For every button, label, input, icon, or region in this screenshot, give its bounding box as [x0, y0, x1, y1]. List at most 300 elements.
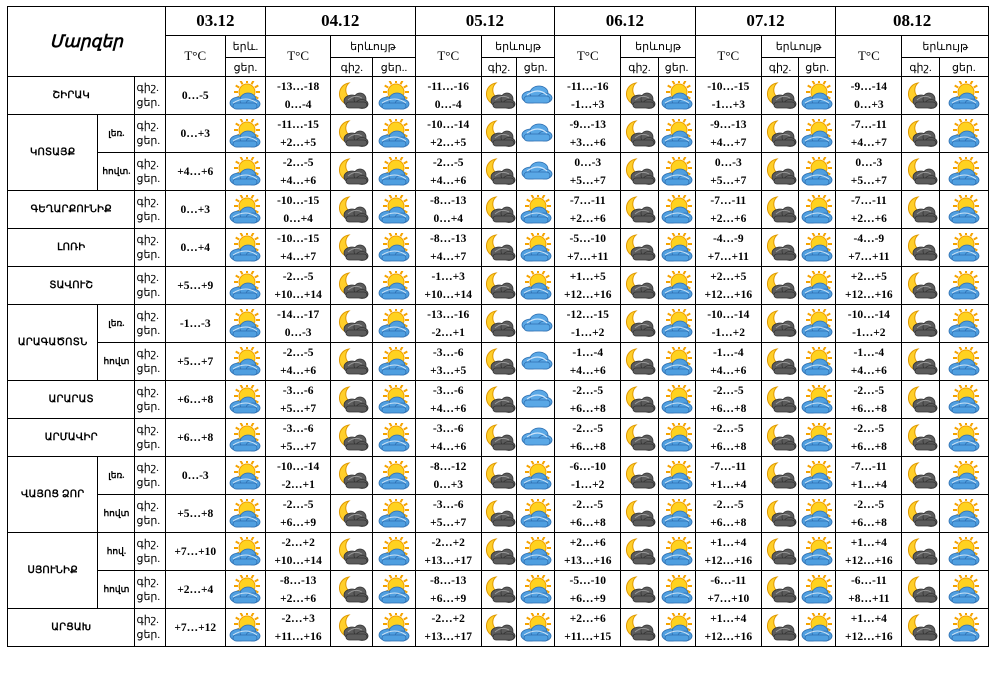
sun-cloud-icon: [516, 267, 554, 305]
day-temp: +5…+7: [850, 174, 887, 187]
temperature-cell: [415, 457, 481, 495]
moon-cloud-icon: [481, 115, 516, 153]
sun-cloud-icon: [799, 571, 836, 609]
temperature-cell: 0…-3: [165, 457, 225, 495]
day-temp: +10…+14: [274, 554, 322, 567]
night-temp: -6…-11: [710, 574, 747, 587]
moon-cloud-icon: [481, 495, 516, 533]
sun-cloud-icon: [939, 343, 988, 381]
sun-cloud-icon: [658, 343, 695, 381]
moon-cloud-icon: [761, 533, 798, 571]
night-temp: -2…-5: [282, 346, 314, 359]
cloud-icon: [516, 305, 554, 343]
sun-cloud-icon: [373, 609, 415, 647]
night-temp: -6…-10: [569, 460, 606, 473]
subregion-label: լեռ.: [98, 115, 135, 153]
temperature-cell: [836, 571, 902, 609]
sun-cloud-icon: [799, 191, 836, 229]
moon-cloud-icon: [481, 229, 516, 267]
moon-cloud-icon: [331, 153, 373, 191]
temperature-cell: [695, 267, 761, 305]
night-temp: -11…-15: [277, 118, 319, 131]
day-temp: 0…+4: [433, 212, 463, 225]
temperature-cell: [695, 571, 761, 609]
day-temp: +12…+16: [845, 630, 893, 643]
day-subheader: ցեր..: [373, 58, 415, 77]
temperature-cell: [415, 381, 481, 419]
sun-cloud-icon: [939, 153, 988, 191]
temperature-cell: [695, 77, 761, 115]
sun-cloud-icon: [799, 77, 836, 115]
table-row: [8, 343, 989, 381]
night-temp: -11…-16: [566, 80, 609, 93]
time-of-day-label: գիշ. ցեր.: [135, 115, 165, 153]
table-row: [8, 77, 989, 115]
day-temp: +8…+11: [848, 592, 890, 605]
moon-cloud-icon: [331, 305, 373, 343]
day-temp: -1…+3: [711, 98, 745, 111]
cloud-icon: [516, 343, 554, 381]
temperature-cell: [836, 609, 902, 647]
moon-cloud-icon: [481, 343, 516, 381]
sun-cloud-icon: [225, 229, 265, 267]
sun-cloud-icon: [658, 457, 695, 495]
day-temp: +6…+8: [710, 516, 747, 529]
region-name: ԱՐՄԱՎԻՐ: [8, 419, 135, 457]
sun-cloud-icon: [939, 305, 988, 343]
sun-cloud-icon: [799, 153, 836, 191]
region-name: ՍՅՈՒՆԻՔ: [8, 533, 98, 609]
region-name: ԱՐԱԳԱԾՈՏՆ: [8, 305, 98, 381]
temperature-cell: 0…+3: [165, 115, 225, 153]
table-row: [8, 267, 989, 305]
day-temp: 0…+3: [854, 98, 884, 111]
night-temp: -10…-14: [277, 460, 320, 473]
sun-cloud-icon: [225, 305, 265, 343]
moon-cloud-icon: [481, 267, 516, 305]
region-name: ԳԵՂԱՐՔՈՒՆԻՔ: [8, 191, 135, 229]
day-temp: +2…+6: [850, 212, 887, 225]
date-header: 04.12: [266, 7, 416, 36]
night-temp: -9…-13: [710, 118, 747, 131]
sun-cloud-icon: [225, 343, 265, 381]
sun-cloud-icon: [373, 533, 415, 571]
date-header: 06.12: [555, 7, 696, 36]
temperature-cell: [555, 533, 621, 571]
temperature-cell: [836, 305, 902, 343]
night-temp: -10…-14: [847, 308, 890, 321]
cloud-icon: [516, 115, 554, 153]
temperature-cell: [695, 115, 761, 153]
time-of-day-label: գիշ. ցեր.: [135, 153, 165, 191]
day-temp: +13…+16: [563, 554, 612, 567]
day-temp: +11…+16: [274, 630, 322, 643]
temperature-cell: [836, 419, 902, 457]
night-temp: +2…+6: [569, 612, 606, 625]
night-temp: -2…-5: [712, 498, 744, 511]
table-row: [8, 153, 989, 191]
moon-cloud-icon: [761, 191, 798, 229]
weather-header: երևույթ: [621, 36, 695, 58]
subregion-label: լեռ.: [98, 457, 135, 495]
temperature-cell: [415, 533, 481, 571]
night-temp: -2…-5: [432, 156, 464, 169]
date-header: 08.12: [836, 7, 989, 36]
temperature-cell: [266, 153, 331, 191]
sun-cloud-icon: [799, 457, 836, 495]
temperature-cell: [266, 495, 331, 533]
time-of-day-label: գիշ. ցեր.: [135, 343, 165, 381]
sun-cloud-icon: [373, 267, 415, 305]
temperature-cell: +7…+10: [165, 533, 225, 571]
night-temp: -8…-13: [430, 232, 467, 245]
sun-cloud-icon: [225, 77, 265, 115]
temperature-cell: [415, 495, 481, 533]
time-of-day-label: գիշ. ցեր.: [135, 457, 165, 495]
sun-cloud-icon: [799, 305, 836, 343]
moon-cloud-icon: [331, 191, 373, 229]
sun-cloud-icon: [799, 609, 836, 647]
day-temp: +7…+11: [848, 250, 890, 263]
night-temp: -7…-11: [850, 118, 887, 131]
night-temp: -8…-13: [279, 574, 317, 587]
moon-cloud-icon: [621, 381, 658, 419]
night-temp: -8…-12: [430, 460, 467, 473]
temperature-cell: [266, 191, 331, 229]
moon-cloud-icon: [481, 191, 516, 229]
temperature-cell: [266, 77, 331, 115]
sun-cloud-icon: [516, 191, 554, 229]
temp-header: T°C: [266, 36, 331, 77]
night-subheader: գիշ.: [902, 58, 939, 77]
temperature-cell: [415, 305, 481, 343]
night-subheader: գիշ.: [481, 58, 516, 77]
forecast-table: [7, 6, 989, 647]
temperature-cell: 0…+3: [165, 191, 225, 229]
temp-header: T°C: [836, 36, 902, 77]
night-temp: +2…+5: [850, 270, 887, 283]
forecast-body: [8, 77, 989, 647]
temperature-cell: [836, 495, 902, 533]
temperature-cell: [836, 267, 902, 305]
temperature-cell: [555, 571, 621, 609]
moon-cloud-icon: [331, 419, 373, 457]
moon-cloud-icon: [481, 419, 516, 457]
moon-cloud-icon: [761, 305, 798, 343]
day-temp: +3…+6: [569, 136, 606, 149]
day-subheader: ցեր.: [939, 58, 988, 77]
moon-cloud-icon: [761, 495, 798, 533]
temperature-cell: [415, 267, 481, 305]
night-temp: -6…-11: [850, 574, 887, 587]
temperature-cell: [695, 533, 761, 571]
night-temp: -10…-15: [277, 194, 320, 207]
day-temp: +1…+4: [710, 478, 747, 491]
temperature-cell: [555, 343, 621, 381]
moon-cloud-icon: [902, 115, 939, 153]
sun-cloud-icon: [225, 153, 265, 191]
day-temp: +4…+6: [430, 440, 467, 453]
moon-cloud-icon: [481, 571, 516, 609]
night-subheader: գիշ.: [761, 58, 798, 77]
moon-cloud-icon: [761, 267, 798, 305]
date-header: 07.12: [695, 7, 836, 36]
moon-cloud-icon: [621, 267, 658, 305]
sun-cloud-icon: [799, 533, 836, 571]
day-temp: -1…+2: [711, 326, 745, 339]
day-subheader: ցեր.: [658, 58, 695, 77]
temperature-cell: [266, 381, 331, 419]
sun-cloud-icon: [516, 457, 554, 495]
sun-cloud-icon: [658, 191, 695, 229]
night-temp: -3…-6: [432, 384, 464, 397]
time-of-day-label: գիշ. ցեր.: [135, 191, 165, 229]
temp-header: T°C: [165, 36, 225, 77]
sun-cloud-icon: [516, 609, 554, 647]
sun-cloud-icon: [225, 495, 265, 533]
day-temp: +13…+17: [424, 630, 473, 643]
moon-cloud-icon: [621, 457, 658, 495]
sun-cloud-icon: [658, 77, 695, 115]
night-temp: 0…-3: [574, 156, 602, 169]
temp-header: T°C: [415, 36, 481, 77]
sun-cloud-icon: [939, 571, 988, 609]
cloud-icon: [516, 381, 554, 419]
moon-cloud-icon: [621, 229, 658, 267]
moon-cloud-icon: [331, 229, 373, 267]
moon-cloud-icon: [331, 571, 373, 609]
region-name: ՇԻՐԱԿ: [8, 77, 135, 115]
night-temp: -10…-14: [707, 308, 750, 321]
sun-cloud-icon: [373, 153, 415, 191]
moon-cloud-icon: [902, 457, 939, 495]
night-temp: -2…+2: [431, 612, 465, 625]
temperature-cell: +4…+6: [165, 153, 225, 191]
day-subheader: ցեր.: [225, 58, 265, 77]
sun-cloud-icon: [225, 191, 265, 229]
temperature-cell: +5…+8: [165, 495, 225, 533]
temperature-cell: [415, 229, 481, 267]
sun-cloud-icon: [516, 229, 554, 267]
sun-cloud-icon: [373, 343, 415, 381]
moon-cloud-icon: [761, 343, 798, 381]
night-temp: -2…+2: [281, 536, 315, 549]
day-temp: +4…+6: [710, 364, 747, 377]
temperature-cell: +5…+7: [165, 343, 225, 381]
day-temp: +4…+7: [280, 250, 317, 263]
day-temp: -1…+2: [852, 326, 886, 339]
night-temp: -3…-6: [432, 498, 464, 511]
night-temp: -4…-9: [853, 232, 885, 245]
temperature-cell: [836, 229, 902, 267]
subregion-label: հովտ: [98, 571, 135, 609]
moon-cloud-icon: [331, 343, 373, 381]
forecast-table-wrapper: [7, 6, 989, 647]
moon-cloud-icon: [761, 77, 798, 115]
night-temp: 0…-3: [855, 156, 883, 169]
day-temp: +2…+6: [569, 212, 606, 225]
day-temp: +6…+8: [710, 402, 747, 415]
temperature-cell: 0…+4: [165, 229, 225, 267]
day-temp: +2…+6: [710, 212, 747, 225]
moon-cloud-icon: [902, 305, 939, 343]
sun-cloud-icon: [658, 533, 695, 571]
sun-cloud-icon: [939, 419, 988, 457]
moon-cloud-icon: [621, 153, 658, 191]
temperature-cell: [555, 267, 621, 305]
table-row: [8, 457, 989, 495]
night-temp: +2…+6: [569, 536, 606, 549]
night-temp: -8…-13: [430, 574, 467, 587]
sun-cloud-icon: [516, 495, 554, 533]
sun-cloud-icon: [373, 495, 415, 533]
moon-cloud-icon: [902, 77, 939, 115]
sun-cloud-icon: [225, 419, 265, 457]
night-temp: -13…-18: [277, 80, 320, 93]
sun-cloud-icon: [373, 419, 415, 457]
night-temp: +1…+5: [569, 270, 606, 283]
moon-cloud-icon: [331, 115, 373, 153]
sun-cloud-icon: [658, 495, 695, 533]
moon-cloud-icon: [761, 609, 798, 647]
moon-cloud-icon: [481, 457, 516, 495]
temperature-cell: [695, 343, 761, 381]
day-temp: +6…+8: [850, 516, 887, 529]
sun-cloud-icon: [658, 381, 695, 419]
moon-cloud-icon: [331, 77, 373, 115]
temperature-cell: [836, 533, 902, 571]
sun-cloud-icon: [939, 381, 988, 419]
night-temp: -2…-5: [572, 498, 604, 511]
day-temp: +7…+11: [567, 250, 609, 263]
moon-cloud-icon: [902, 495, 939, 533]
moon-cloud-icon: [621, 191, 658, 229]
night-temp: -2…-5: [282, 156, 314, 169]
day-temp: +5…+7: [280, 440, 317, 453]
temperature-cell: [555, 305, 621, 343]
temperature-cell: [695, 305, 761, 343]
night-temp: 0…-3: [714, 156, 742, 169]
sun-cloud-icon: [799, 343, 836, 381]
temperature-cell: [415, 343, 481, 381]
moon-cloud-icon: [761, 153, 798, 191]
temperature-cell: [266, 305, 331, 343]
moon-cloud-icon: [902, 267, 939, 305]
moon-cloud-icon: [331, 533, 373, 571]
night-temp: -1…-4: [712, 346, 744, 359]
day-temp: +12…+16: [845, 554, 893, 567]
temperature-cell: [555, 457, 621, 495]
temperature-cell: [836, 115, 902, 153]
sun-cloud-icon: [799, 267, 836, 305]
temperature-cell: [695, 419, 761, 457]
day-temp: +1…+4: [850, 478, 887, 491]
night-temp: -12…-15: [566, 308, 609, 321]
table-row: [8, 381, 989, 419]
moon-cloud-icon: [902, 533, 939, 571]
region-name: ՎԱՅՈՑ ՁՈՐ: [8, 457, 98, 533]
sun-cloud-icon: [373, 115, 415, 153]
night-temp: -2…-5: [853, 422, 885, 435]
day-temp: -2…+1: [431, 326, 465, 339]
day-temp: +13…+17: [424, 554, 473, 567]
night-temp: +1…+4: [850, 536, 887, 549]
day-temp: +6…+8: [850, 402, 887, 415]
moon-cloud-icon: [621, 571, 658, 609]
day-temp: +10…+14: [274, 288, 322, 301]
night-temp: -5…-10: [569, 232, 606, 245]
night-temp: -9…-14: [850, 80, 888, 93]
moon-cloud-icon: [331, 457, 373, 495]
temp-header: T°C: [695, 36, 761, 77]
day-temp: +4…+7: [710, 136, 747, 149]
temperature-cell: [266, 115, 331, 153]
temperature-cell: [555, 153, 621, 191]
day-temp: +5…+7: [280, 402, 317, 415]
moon-cloud-icon: [621, 609, 658, 647]
temperature-cell: [415, 77, 481, 115]
day-temp: +6…+8: [569, 402, 606, 415]
sun-cloud-icon: [799, 419, 836, 457]
table-row: [8, 495, 989, 533]
temperature-cell: [555, 77, 621, 115]
moon-cloud-icon: [621, 533, 658, 571]
time-of-day-label: գիշ. ցեր.: [135, 571, 165, 609]
day-temp: +4…+6: [430, 402, 467, 415]
night-temp: +2…+5: [710, 270, 747, 283]
day-temp: +6…+9: [280, 516, 317, 529]
time-of-day-label: գիշ. ցեր.: [135, 495, 165, 533]
night-temp: -7…-11: [710, 194, 747, 207]
moon-cloud-icon: [902, 191, 939, 229]
day-temp: +5…+7: [569, 174, 606, 187]
day-subheader: ցեր.: [799, 58, 836, 77]
table-row: [8, 419, 989, 457]
day-temp: -1…+2: [571, 478, 605, 491]
night-temp: -4…-9: [712, 232, 744, 245]
moon-cloud-icon: [902, 229, 939, 267]
temperature-cell: [695, 381, 761, 419]
day-temp: +6…+8: [569, 516, 606, 529]
sun-cloud-icon: [939, 115, 988, 153]
temperature-cell: 0…-5: [165, 77, 225, 115]
day-temp: +4…+7: [850, 136, 887, 149]
day-temp: +6…+9: [430, 592, 467, 605]
moon-cloud-icon: [621, 419, 658, 457]
sun-cloud-icon: [225, 457, 265, 495]
subregion-label: հով.: [98, 533, 135, 571]
sun-cloud-icon: [658, 609, 695, 647]
night-temp: -5…-10: [569, 574, 606, 587]
temperature-cell: +7…+12: [165, 609, 225, 647]
sun-cloud-icon: [373, 305, 415, 343]
night-temp: -2…+3: [281, 612, 315, 625]
moon-cloud-icon: [621, 495, 658, 533]
sun-cloud-icon: [225, 267, 265, 305]
night-temp: -2…-5: [572, 384, 604, 397]
day-temp: +6…+9: [569, 592, 606, 605]
day-temp: +10…+14: [424, 288, 473, 301]
region-name: ՏԱՎՈՒՇ: [8, 267, 135, 305]
moon-cloud-icon: [621, 343, 658, 381]
sun-cloud-icon: [939, 533, 988, 571]
subregion-label: հովտ: [98, 343, 135, 381]
region-name: ԿՈՏԱՅՔ: [8, 115, 98, 191]
temperature-cell: [695, 609, 761, 647]
night-temp: -1…-4: [572, 346, 604, 359]
night-temp: -1…-4: [853, 346, 885, 359]
moon-cloud-icon: [902, 609, 939, 647]
